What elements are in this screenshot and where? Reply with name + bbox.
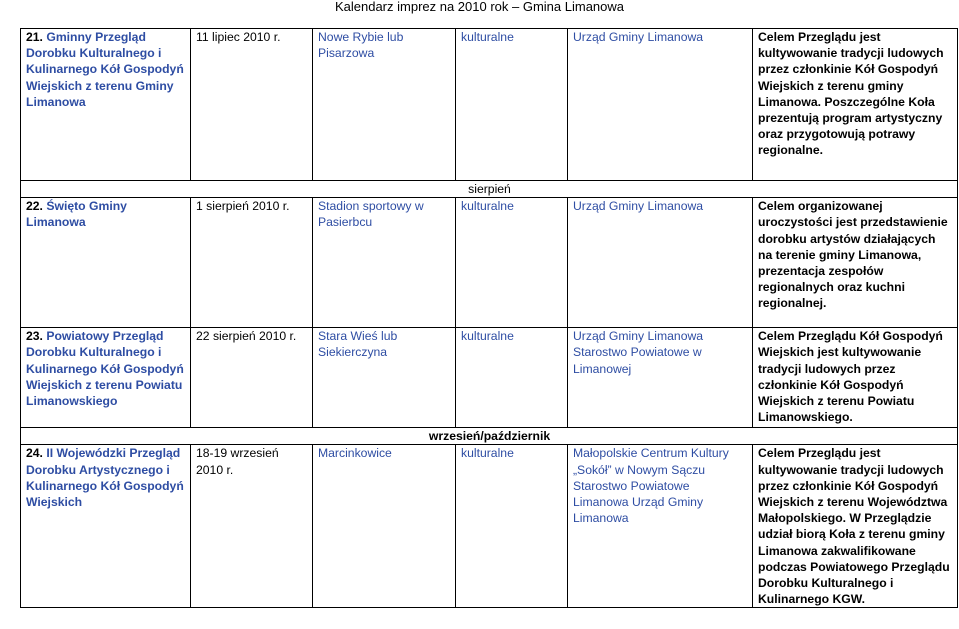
event-name-cell: [21, 198, 191, 328]
event-number: 24.: [26, 446, 43, 461]
event-number: 21.: [26, 30, 43, 44]
event-name-cell: [21, 328, 191, 428]
month-label: sierpień: [21, 181, 958, 198]
event-name: Powiatowy Przegląd Dorobku Kulturalnego i Kulinarnego Kół Gospodyń Wiejskich z terenu Powiatu Limanowskiego: [26, 329, 184, 409]
table-row: [21, 328, 958, 428]
table-row: [21, 445, 958, 608]
event-goal: Celem Przeglądu jest kultywowanie tradycji ludowych przez członkinie Kół Gospodyń Wiejskich z terenu gminy Limanowa. Poszczególne Koła prezentują program artystyczny oraz przygotowują potrawy regionalne.: [753, 29, 958, 181]
event-goal: Celem organizowanej uroczystości jest przedstawienie dorobku artystów działających na terenie gminy Limanowa, prezentacja zespołów regionalnych oraz kuchni regionalnej.: [753, 198, 958, 328]
event-place: Stadion sportowy w Pasierbcu: [313, 198, 456, 328]
event-organizer: Urząd Gminy Limanowa: [568, 29, 753, 181]
event-goal: Celem Przeglądu Kół Gospodyń Wiejskich jest kultywowanie tradycji ludowych przez członkinie Kół Gospodyń Wiejskich z terenu Powiatu Limanowskiego.: [753, 328, 958, 428]
page-title: Kalendarz imprez na 2010 rok – Gmina Limanowa: [334, 0, 625, 14]
month-row: [21, 428, 958, 445]
event-organizer: Urząd Gminy Limanowa: [568, 198, 753, 328]
event-organizer: Małopolskie Centrum Kultury „Sokół” w Nowym Sączu Starostwo Powiatowe Limanowa Urząd Gminy Limanowa: [568, 445, 753, 608]
event-type: kulturalne: [456, 29, 568, 181]
event-number: 22.: [26, 199, 43, 214]
event-place: Stara Wieś lub Siekierczyna: [313, 328, 456, 428]
event-type: kulturalne: [456, 445, 568, 608]
event-type: kulturalne: [456, 198, 568, 328]
table-row: [21, 198, 958, 328]
event-place: Marcinkowice: [313, 445, 456, 608]
event-date: 18-19 wrzesień 2010 r.: [191, 445, 313, 608]
month-label: wrzesień/październik: [21, 428, 958, 445]
event-name-cell: [21, 445, 191, 608]
event-place: Nowe Rybie lub Pisarzowa: [313, 29, 456, 181]
event-name: Święto Gminy Limanowa: [26, 199, 127, 230]
event-name: Gminny Przegląd Dorobku Kulturalnego i Kulinarnego Kół Gospodyń Wiejskich z terenu Gminy Limanowa: [26, 30, 184, 109]
event-name: II Wojewódzki Przegląd Dorobku Artystycznego i Kulinarnego Kół Gospodyń Wiejskich: [26, 446, 184, 510]
event-name-cell: [21, 29, 191, 181]
month-row: [21, 181, 958, 198]
event-date: 1 sierpień 2010 r.: [191, 198, 313, 328]
event-date: 22 sierpień 2010 r.: [191, 328, 313, 428]
events-table: [20, 28, 958, 608]
event-goal: Celem Przeglądu jest kultywowanie tradycji ludowych przez członkinie Kół Gospodyń Wiejskich z terenu Województwa Małopolskiego. W Przeglądzie udział biorą Koła z terenu gminy Limanowa zakwalifikowane podczas Powiatowego Przeglądu Dorobku Kulturalnego i Kulinarnego KGW.: [753, 445, 958, 608]
event-organizer: Urząd Gminy Limanowa Starostwo Powiatowe w Limanowej: [568, 328, 753, 428]
event-type: kulturalne: [456, 328, 568, 428]
event-date: 11 lipiec 2010 r.: [191, 29, 313, 181]
table-row: [21, 29, 958, 181]
event-number: 23.: [26, 329, 43, 344]
